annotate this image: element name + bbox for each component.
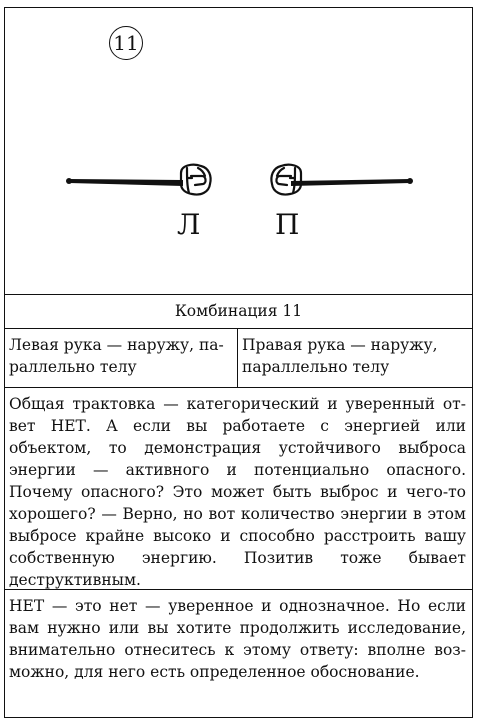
right-arm — [291, 178, 413, 186]
card-frame — [4, 7, 473, 718]
right-hand-letter: П — [275, 208, 300, 241]
hands-description-row — [5, 329, 472, 388]
left-hand-letter: Л — [177, 208, 201, 241]
combination-title: Комбинация 11 — [5, 295, 472, 329]
left-fist-icon — [181, 165, 211, 195]
left-arm — [66, 178, 183, 186]
left-hand-description: Левая рука — наружу, параллельно телу — [5, 329, 238, 387]
right-hand-description: Правая рука — наружу, параллельно телу — [242, 336, 438, 376]
arms-drawing — [5, 8, 472, 293]
right-fist-icon — [271, 165, 301, 195]
combination-number-badge: 11 — [109, 26, 143, 60]
general-interpretation-text: Общая трактовка — категорический и уверенный ответ НЕТ. А если вы работаете с энергией или объектом, то демонстрация устойчивого выброса энергии — активного и потенциально опасного. Почему опасного? Это может быть выброс и чего-то хорошего? — Верно, но вот количество энергии в этом выбросе крайне высоко и способно расстроить вашу собственную энергию. Позитив тоже бывает деструктивным. — [5, 388, 472, 590]
answer-note-text: НЕТ — это нет — уверенное и однозначное. Но если вам нужно или вы хотите продолжить исследование, внимательно отнеситесь к этому ответу: вполне возможно, для него есть определенное обоснование. — [9, 597, 466, 681]
hands-illustration — [5, 8, 472, 295]
